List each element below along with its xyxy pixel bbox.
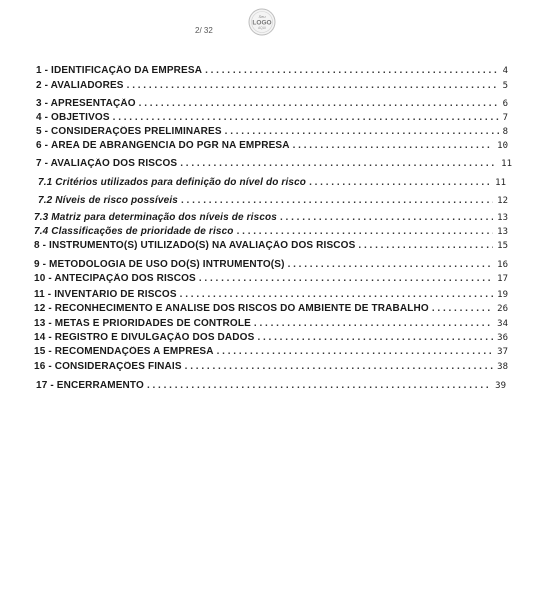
toc-entry-page: 11 (501, 159, 512, 169)
toc-entry-title: 7.3 Matriz para determinação dos níveis de riscos (34, 212, 277, 223)
toc-entry-page: 34 (497, 319, 508, 329)
toc-leader-dots (205, 65, 499, 76)
toc-entry-page: 6 (502, 99, 508, 109)
toc-entry-title: 14 - REGISTRO E DIVULGAÇÃO DOS DADOS (34, 332, 255, 343)
toc-entry-page: 11 (495, 178, 506, 188)
toc-entry-page: 26 (497, 304, 508, 314)
toc-entry-title: 8 - INSTRUMENTO(S) UTILIZADO(S) NA AVALIAÇÃO DOS RISCOS (34, 240, 356, 251)
toc-leader-dots (280, 212, 493, 223)
toc-leader-dots (293, 140, 494, 151)
toc-entry[interactable] (38, 177, 506, 189)
toc-entry[interactable] (38, 195, 508, 207)
toc-entry-title: 17 - ENCERRAMENTO (36, 380, 144, 391)
toc-entry-title: 15 - RECOMENDAÇÕES A EMPRESA (34, 346, 214, 357)
toc-entry-title: 7.2 Níveis de risco possíveis (38, 195, 178, 206)
toc-entry-title: 7.1 Critérios utilizados para definição do nível do risco (38, 177, 307, 188)
toc-entry[interactable] (34, 303, 508, 315)
toc-entry[interactable] (34, 361, 508, 373)
toc-entry-title: 2 - AVALIADORES (36, 80, 124, 91)
toc-entry[interactable] (36, 80, 508, 92)
toc-entry-page: 16 (497, 260, 508, 270)
toc-entry-title: 7 - AVALIAÇÃO DOS RISCOS (36, 158, 178, 169)
toc-leader-dots (225, 126, 499, 137)
toc-leader-dots (199, 273, 493, 284)
toc-entry-page: 4 (502, 66, 508, 76)
toc-entry[interactable] (34, 240, 508, 252)
toc-leader-dots (185, 361, 493, 372)
logo-text-top: Seu (258, 14, 266, 19)
toc-entry-page: 13 (497, 227, 508, 237)
toc-entry-title: 5 - CONSIDERAÇÕES PRELIMINARES (36, 126, 222, 137)
toc-entry[interactable] (36, 126, 508, 138)
toc-entry-title: 3 - APRESENTAÇÃO (36, 98, 136, 109)
toc-leader-dots (237, 226, 494, 237)
toc-entry[interactable] (36, 65, 508, 77)
toc-entry-page: 12 (497, 196, 508, 206)
toc-entry-page: 19 (497, 290, 508, 300)
toc-entry[interactable] (34, 346, 508, 358)
toc-entry-page: 5 (502, 81, 508, 91)
page-indicator: 2/ 32 (195, 26, 213, 35)
toc-entry[interactable] (36, 158, 512, 170)
toc-entry-title: 11 - INVENTÁRIO DE RISCOS (34, 289, 177, 300)
toc-entry[interactable] (34, 273, 508, 285)
toc-entry[interactable] (36, 98, 508, 110)
toc-leader-dots (180, 158, 497, 169)
toc-leader-dots (217, 346, 494, 357)
toc-entry-title: 12 - RECONHECIMENTO E ANÁLISE DOS RISCOS DO AMBIENTE DE TRABALHO (34, 303, 429, 314)
toc-entry[interactable] (36, 112, 508, 124)
toc-entry-title: 6 - ÁREA DE ABRANGÊNCIA DO PGR NA EMPRESA (36, 140, 290, 151)
toc-leader-dots (432, 303, 493, 314)
toc-leader-dots (254, 318, 493, 329)
toc-leader-dots (257, 332, 493, 343)
toc-leader-dots (288, 259, 494, 270)
toc-entry-page: 7 (502, 113, 508, 123)
toc-leader-dots (147, 380, 491, 391)
toc-leader-dots (180, 289, 493, 300)
toc-entry[interactable] (36, 380, 506, 392)
toc-entry-title: 13 - METAS E PRIORIDADES DE CONTROLE (34, 318, 251, 329)
toc-leader-dots (127, 80, 499, 91)
toc-entry-page: 8 (502, 127, 508, 137)
toc-entry-page: 15 (497, 241, 508, 251)
toc-entry-title: 16 - CONSIDERAÇÕES FINAIS (34, 361, 182, 372)
toc-leader-dots (181, 195, 493, 206)
toc-entry-page: 38 (497, 362, 508, 372)
toc-entry-page: 39 (495, 381, 506, 391)
toc-entry[interactable] (34, 259, 508, 271)
toc-entry[interactable] (34, 212, 508, 224)
toc-entry-title: 10 - ANTECIPAÇÃO DOS RISCOS (34, 273, 196, 284)
toc-entry-page: 36 (497, 333, 508, 343)
toc-leader-dots (358, 240, 493, 251)
toc-entry-page: 10 (497, 141, 508, 151)
toc-entry[interactable] (34, 226, 508, 238)
logo-text-bottom: AQUI (258, 26, 266, 30)
toc-entry-title: 7.4 Classificações de prioridade de risco (34, 226, 234, 237)
toc-entry-page: 37 (497, 347, 508, 357)
toc-leader-dots (113, 112, 499, 123)
toc-entry-title: 4 - OBJETIVOS (36, 112, 110, 123)
toc-entry[interactable] (36, 140, 508, 152)
toc-entry[interactable] (34, 289, 508, 301)
toc-leader-dots (309, 177, 491, 188)
toc-leader-dots (139, 98, 499, 109)
toc-entry-title: 9 - METODOLOGIA DE USO DO(S) INTRUMENTO(S) (34, 259, 285, 270)
toc-entry-page: 13 (497, 213, 508, 223)
toc-entry-page: 17 (497, 274, 508, 284)
logo-text-main: LOGO (252, 19, 272, 27)
toc-entry[interactable] (34, 332, 508, 344)
toc-entry-title: 1 - IDENTIFICAÇÃO DA EMPRESA (36, 65, 203, 76)
toc-entry[interactable] (34, 318, 508, 330)
